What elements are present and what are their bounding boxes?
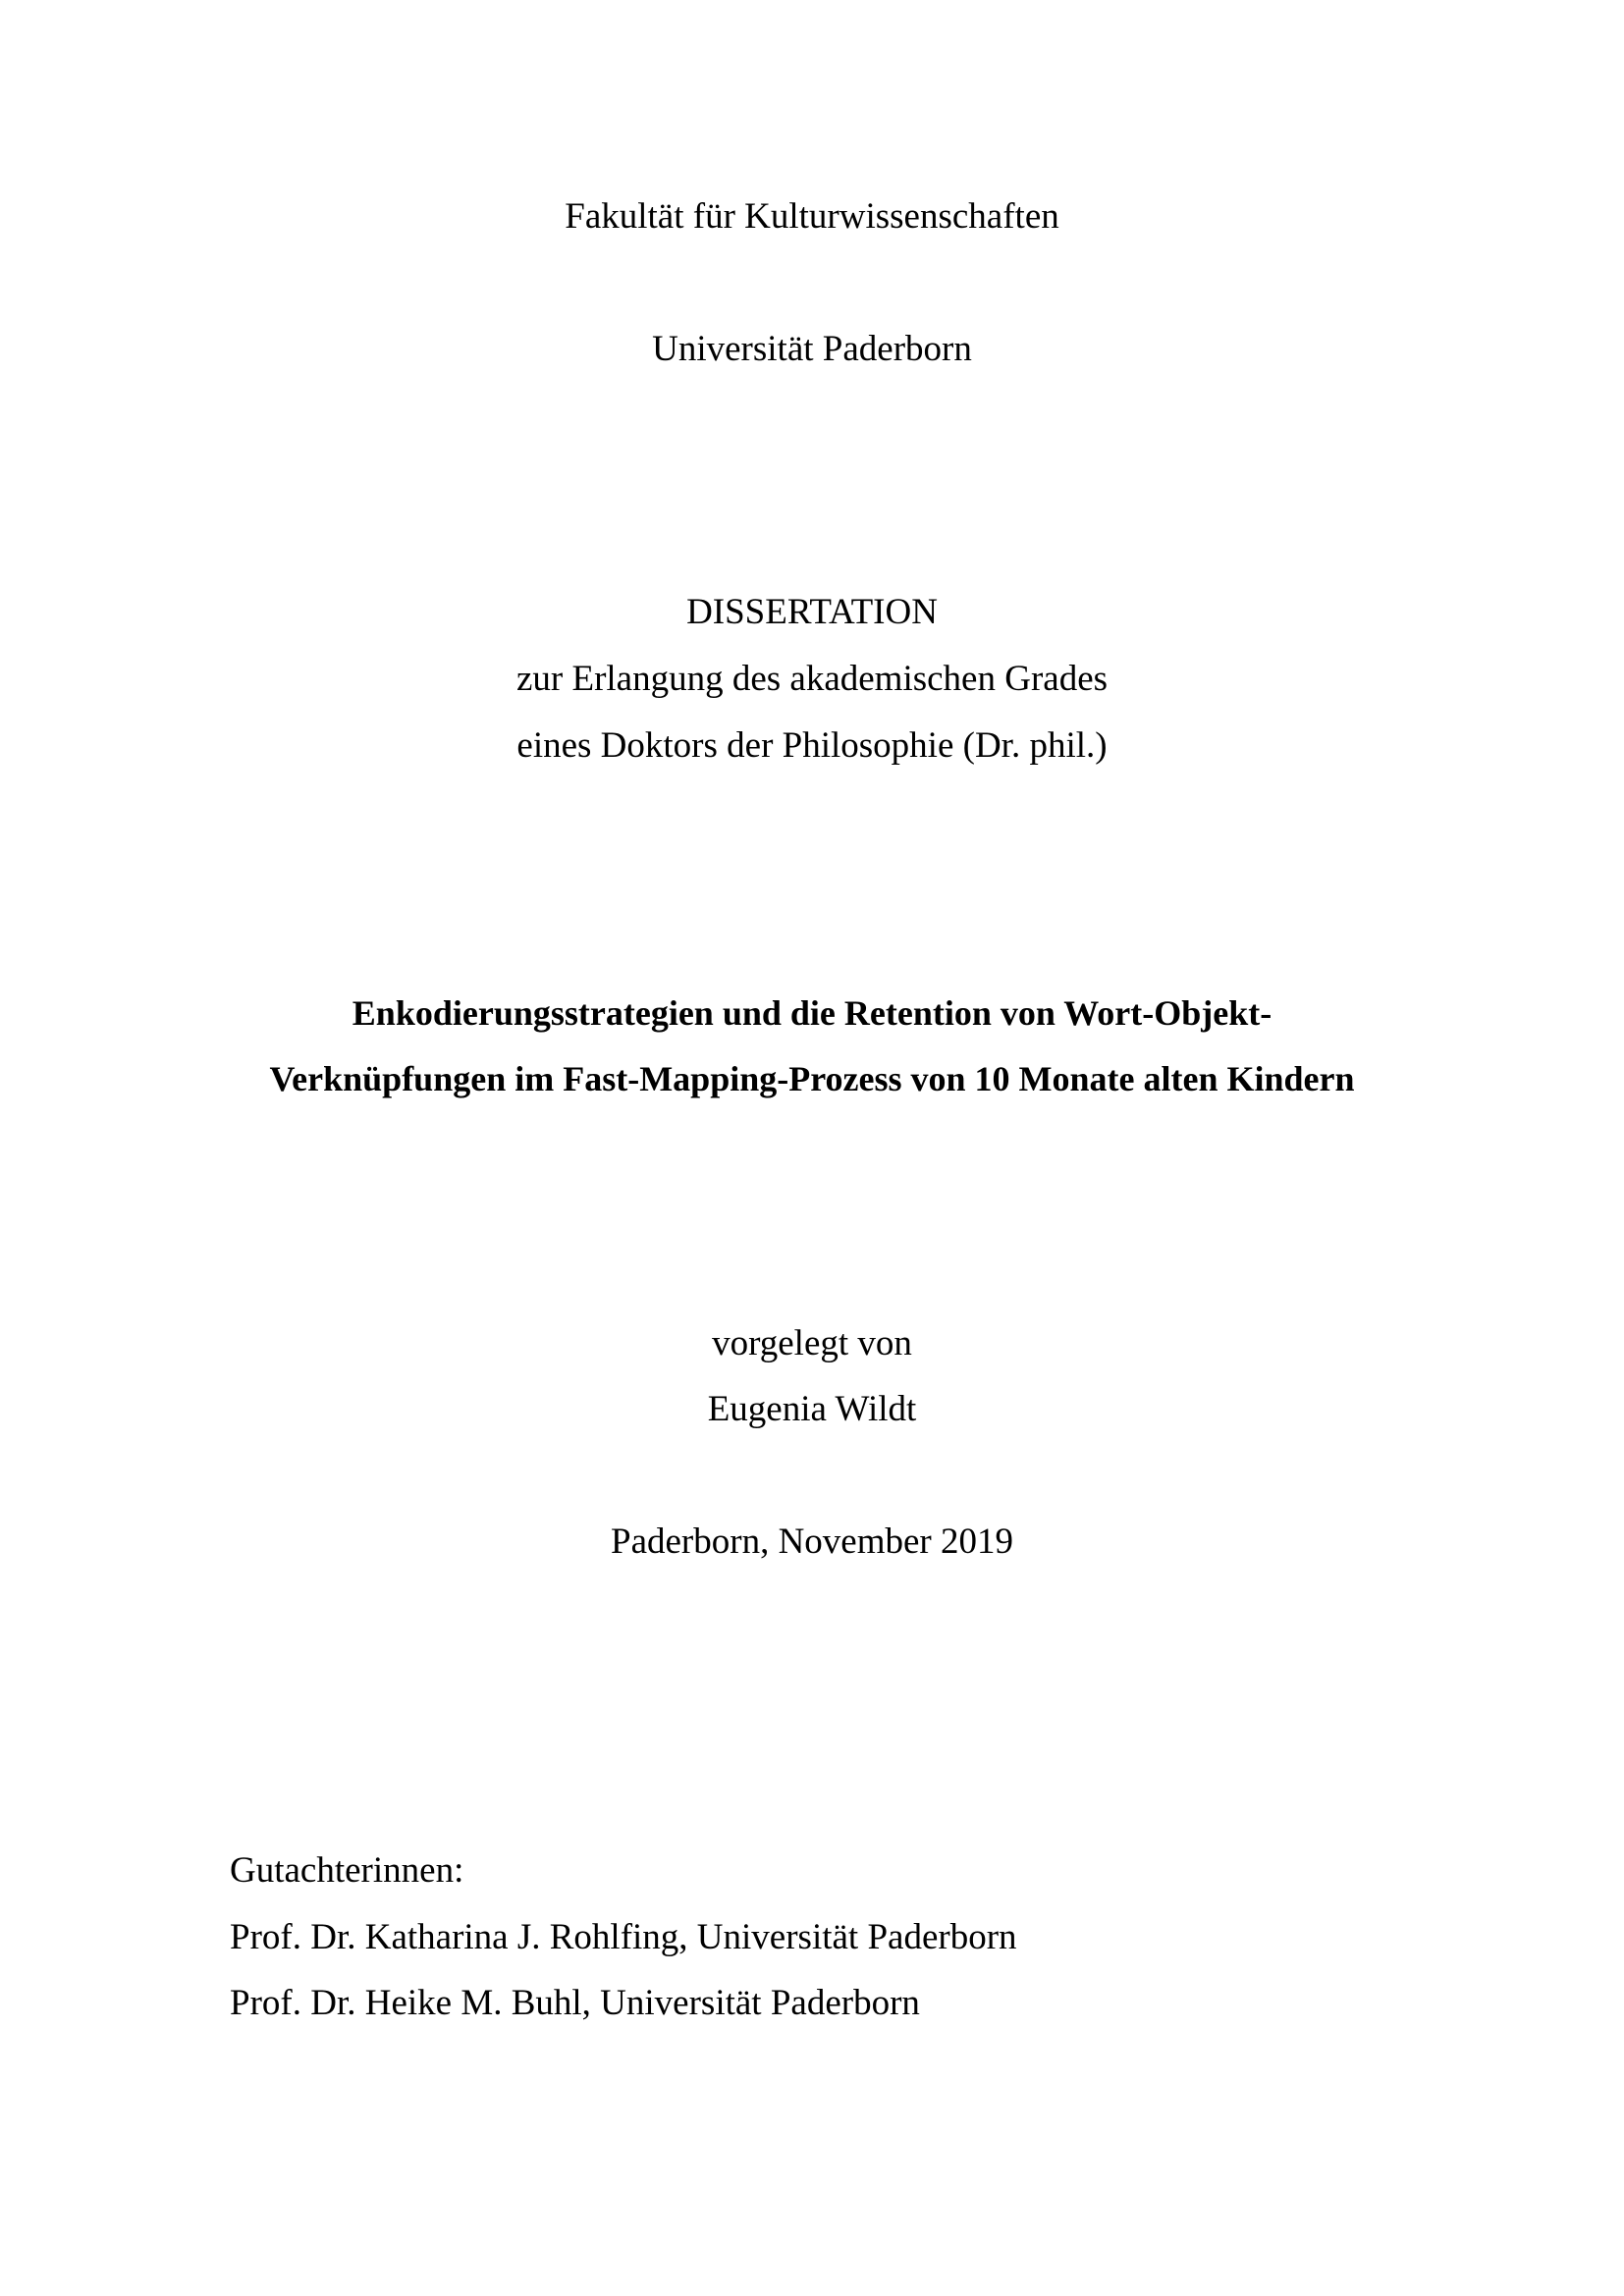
reviewer-1: Prof. Dr. Katharina J. Rohlfing, Universität Paderborn: [230, 1917, 1017, 1957]
author-name: Eugenia Wildt: [707, 1389, 917, 1429]
reviewers-heading: Gutachterinnen:: [230, 1850, 464, 1891]
thesis-title-line-2: Verknüpfungen im Fast-Mapping-Prozess von 10 Monate alten Kindern: [269, 1059, 1355, 1098]
degree-purpose-line-2: eines Doktors der Philosophie (Dr. phil.): [516, 725, 1108, 766]
thesis-title-line-1: Enkodierungsstrategien und die Retention von Wort-Objekt-: [352, 993, 1272, 1033]
presented-by-label: vorgelegt von: [712, 1323, 912, 1363]
university-name: Universität Paderborn: [652, 329, 972, 369]
degree-purpose-line-1: zur Erlangung des akademischen Grades: [515, 659, 1109, 699]
faculty-name: Fakultät für Kulturwissenschaften: [565, 196, 1059, 237]
reviewer-2: Prof. Dr. Heike M. Buhl, Universität Paderborn: [230, 1983, 920, 2023]
document-type: DISSERTATION: [686, 592, 938, 632]
place-and-date: Paderborn, November 2019: [611, 1522, 1013, 1562]
